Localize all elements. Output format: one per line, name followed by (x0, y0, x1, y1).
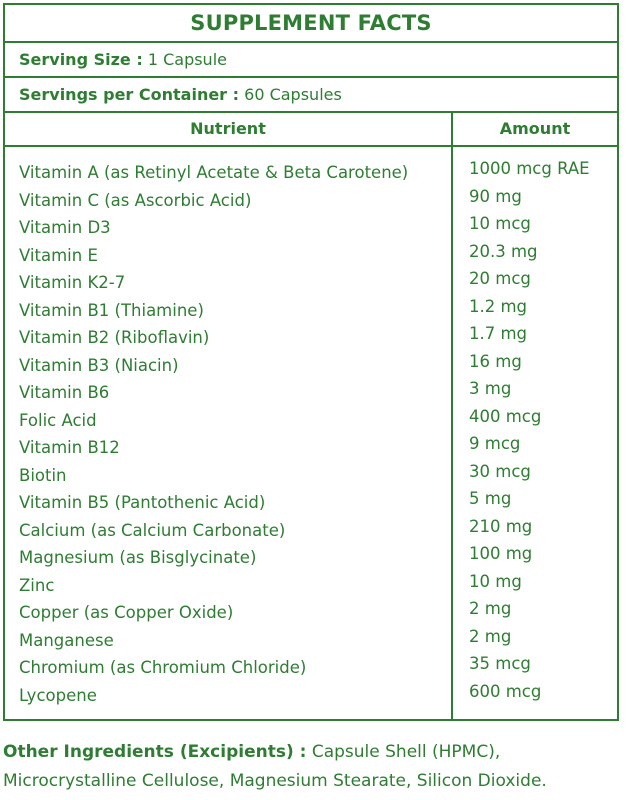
servings-per-container-row (5, 76, 617, 111)
nutrient-amount: 90 mg (469, 186, 522, 206)
nutrient-name: Folic Acid (19, 410, 97, 430)
nutrient-name: Vitamin K2-7 (19, 273, 126, 292)
nutrient-name: Magnesium (as Bisglycinate) (19, 548, 257, 567)
nutrient-amount: 2 mg (469, 599, 512, 618)
nutrient-amount: 20 mcg (469, 269, 531, 288)
other-ingredients-label: Other Ingredients (Excipients) : (3, 742, 307, 762)
nutrient-name: Vitamin B1 (Thiamine) (19, 300, 204, 320)
nutrient-amount: 400 mcg (469, 406, 542, 426)
servings-per-container-label: Servings per Container : (19, 85, 240, 104)
nutrient-name: Copper (as Copper Oxide) (19, 603, 234, 622)
nutrient-amount: 9 mcg (469, 434, 521, 453)
nutrient-amount: 3 mg (469, 379, 512, 398)
nutrient-name: Vitamin B5 (Pantothenic Acid) (19, 493, 266, 512)
nutrient-name: Lycopene (19, 685, 97, 705)
other-ingredients (3, 738, 625, 796)
nutrient-name: Vitamin B3 (Niacin) (19, 355, 179, 375)
nutrient-name: Vitamin E (19, 245, 98, 265)
nutrient-name: Zinc (19, 575, 55, 595)
nutrient-amount: 10 mcg (469, 214, 531, 233)
nutrient-amount: 5 mg (469, 489, 512, 508)
nutrient-name: Vitamin B6 (19, 383, 110, 402)
nutrient-name: Vitamin D3 (19, 218, 111, 237)
nutrient-amount: 30 mcg (469, 461, 531, 481)
table-header (5, 111, 617, 147)
nutrient-name: Vitamin B2 (Riboflavin) (19, 328, 210, 347)
nutrient-name: Vitamin B12 (19, 438, 120, 457)
nutrient-amount: 1.2 mg (469, 296, 528, 316)
serving-size-row (5, 41, 617, 76)
serving-size-label: Serving Size : (19, 50, 143, 69)
nutrient-name: Manganese (19, 630, 114, 650)
nutrient-amount: 10 mg (469, 571, 522, 591)
nutrient-amount: 20.3 mg (469, 241, 538, 261)
panel-title: SUPPLEMENT FACTS (190, 11, 432, 35)
other-ingredients-value: Capsule Shell (HPMC), Microcrystalline Cellulose, Magnesium Stearate, Silicon Dioxide. (3, 742, 547, 791)
nutrient-name: Vitamin A (as Retinyl Acetate & Beta Carotene) (19, 163, 409, 182)
serving-size-value: 1 Capsule (142, 50, 227, 69)
nutrient-amount: 1000 mcg RAE (469, 159, 590, 178)
supplement-facts-panel (3, 3, 619, 721)
nutrient-name: Calcium (as Calcium Carbonate) (19, 520, 286, 540)
nutrient-amount: 35 mcg (469, 654, 531, 673)
nutrient-name: Vitamin C (as Ascorbic Acid) (19, 190, 252, 210)
nutrient-amount: 2 mg (469, 626, 512, 646)
nutrient-column (5, 147, 453, 719)
nutrient-amount: 1.7 mg (469, 324, 528, 343)
nutrient-amount: 100 mg (469, 544, 533, 563)
nutrient-column-header: Nutrient (5, 113, 453, 145)
nutrient-name: Chromium (as Chromium Chloride) (19, 658, 307, 677)
amount-column-header: Amount (499, 119, 571, 138)
nutrient-name: Biotin (19, 465, 67, 485)
nutrient-amount: 210 mg (469, 516, 533, 536)
amount-column (453, 147, 617, 719)
nutrient-amount: 16 mg (469, 351, 522, 371)
nutrient-amount: 600 mcg (469, 681, 542, 701)
table-body (5, 147, 617, 719)
servings-per-container-value: 60 Capsules (239, 85, 342, 104)
